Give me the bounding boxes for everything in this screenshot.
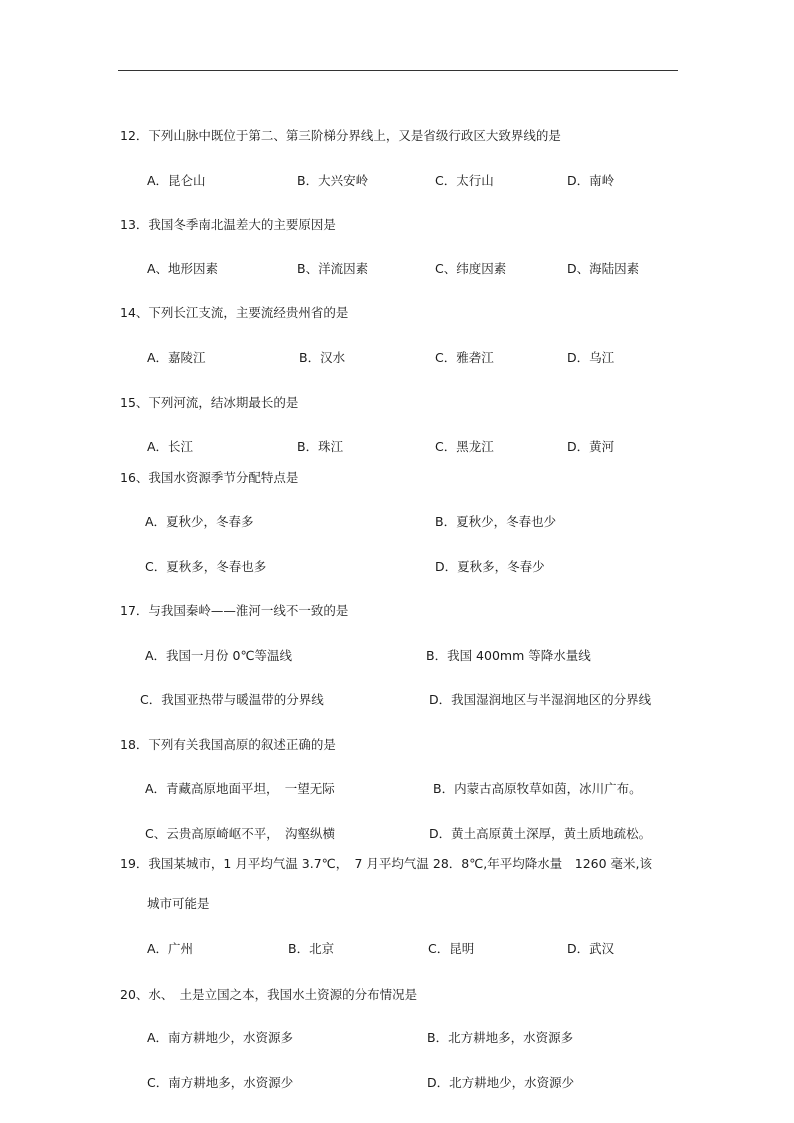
question-16-stem: 16、我国水资源季节分配特点是 (120, 470, 299, 485)
question-12-option-a[interactable]: A．昆仑山 (147, 173, 206, 188)
question-13-option-a[interactable]: A、地形因素 (147, 261, 219, 276)
question-20-stem: 20、水、 土是立国之本，我国水土资源的分布情况是 (120, 987, 418, 1002)
question-12-option-c[interactable]: C．太行山 (435, 173, 494, 188)
question-20-option-b[interactable]: B．北方耕地多，水资源多 (427, 1030, 574, 1045)
question-17-stem: 17．与我国秦岭——淮河一线不一致的是 (120, 603, 349, 618)
question-17-option-c[interactable]: C．我国亚热带与暖温带的分界线 (140, 692, 324, 707)
question-12-option-d[interactable]: D．南岭 (567, 173, 615, 188)
question-20-option-c[interactable]: C．南方耕地多，水资源少 (147, 1075, 294, 1090)
question-14-option-b[interactable]: B．汉水 (299, 350, 346, 365)
question-19-option-d[interactable]: D．武汉 (567, 941, 615, 956)
question-18-option-b[interactable]: B．内蒙古高原牧草如茵，冰川广布。 (433, 781, 642, 796)
question-13-stem: 13．我国冬季南北温差大的主要原因是 (120, 217, 336, 232)
question-16-option-c[interactable]: C．夏秋多，冬春也多 (145, 559, 267, 574)
question-18-option-a[interactable]: A．青藏高原地面平坦， 一望无际 (145, 781, 335, 796)
question-19-option-b[interactable]: B．北京 (288, 941, 335, 956)
question-16-option-b[interactable]: B．夏秋少，冬春也少 (435, 514, 557, 529)
question-13-option-d[interactable]: D、海陆因素 (567, 261, 640, 276)
question-20-option-d[interactable]: D．北方耕地少，水资源少 (427, 1075, 575, 1090)
question-18-option-c[interactable]: C、云贵高原崎岖不平， 沟壑纵横 (145, 826, 335, 841)
question-12-stem: 12．下列山脉中既位于第二、第三阶梯分界线上，又是省级行政区大致界线的是 (120, 128, 561, 143)
question-14-option-a[interactable]: A．嘉陵江 (147, 350, 206, 365)
question-17-option-a[interactable]: A．我国一月份 0℃等温线 (145, 648, 293, 663)
question-15-option-a[interactable]: A．长江 (147, 439, 194, 454)
question-13-option-c[interactable]: C、纬度因素 (435, 261, 507, 276)
question-16-option-a[interactable]: A．夏秋少，冬春多 (145, 514, 254, 529)
question-12-option-b[interactable]: B．大兴安岭 (297, 173, 369, 188)
question-16-option-d[interactable]: D．夏秋多，冬春少 (435, 559, 545, 574)
question-17-option-d[interactable]: D．我国湿润地区与半湿润地区的分界线 (429, 692, 652, 707)
question-15-stem: 15、下列河流，结冰期最长的是 (120, 395, 299, 410)
question-19-stem: 19．我国某城市，1 月平均气温 3.7℃， 7 月平均气温 28．8℃,年平均降水量 1260 毫米,该 (120, 856, 653, 871)
question-13-option-b[interactable]: B、洋流因素 (297, 261, 369, 276)
question-19-option-a[interactable]: A．广州 (147, 941, 194, 956)
question-17-option-b[interactable]: B．我国 400mm 等降水量线 (426, 648, 591, 663)
question-15-option-b[interactable]: B．珠江 (297, 439, 344, 454)
question-14-option-c[interactable]: C．雅砻江 (435, 350, 494, 365)
question-18-option-d[interactable]: D．黄土高原黄土深厚，黄土质地疏松。 (429, 826, 652, 841)
question-20-option-a[interactable]: A．南方耕地少，水资源多 (147, 1030, 294, 1045)
question-19-stem-continued: 城市可能是 (147, 896, 210, 911)
header-rule (118, 70, 678, 71)
question-14-option-d[interactable]: D．乌江 (567, 350, 615, 365)
question-14-stem: 14、下列长江支流，主要流经贵州省的是 (120, 305, 349, 320)
question-15-option-c[interactable]: C．黑龙江 (435, 439, 494, 454)
question-15-option-d[interactable]: D．黄河 (567, 439, 615, 454)
question-19-option-c[interactable]: C．昆明 (428, 941, 475, 956)
question-18-stem: 18．下列有关我国高原的叙述正确的是 (120, 737, 336, 752)
